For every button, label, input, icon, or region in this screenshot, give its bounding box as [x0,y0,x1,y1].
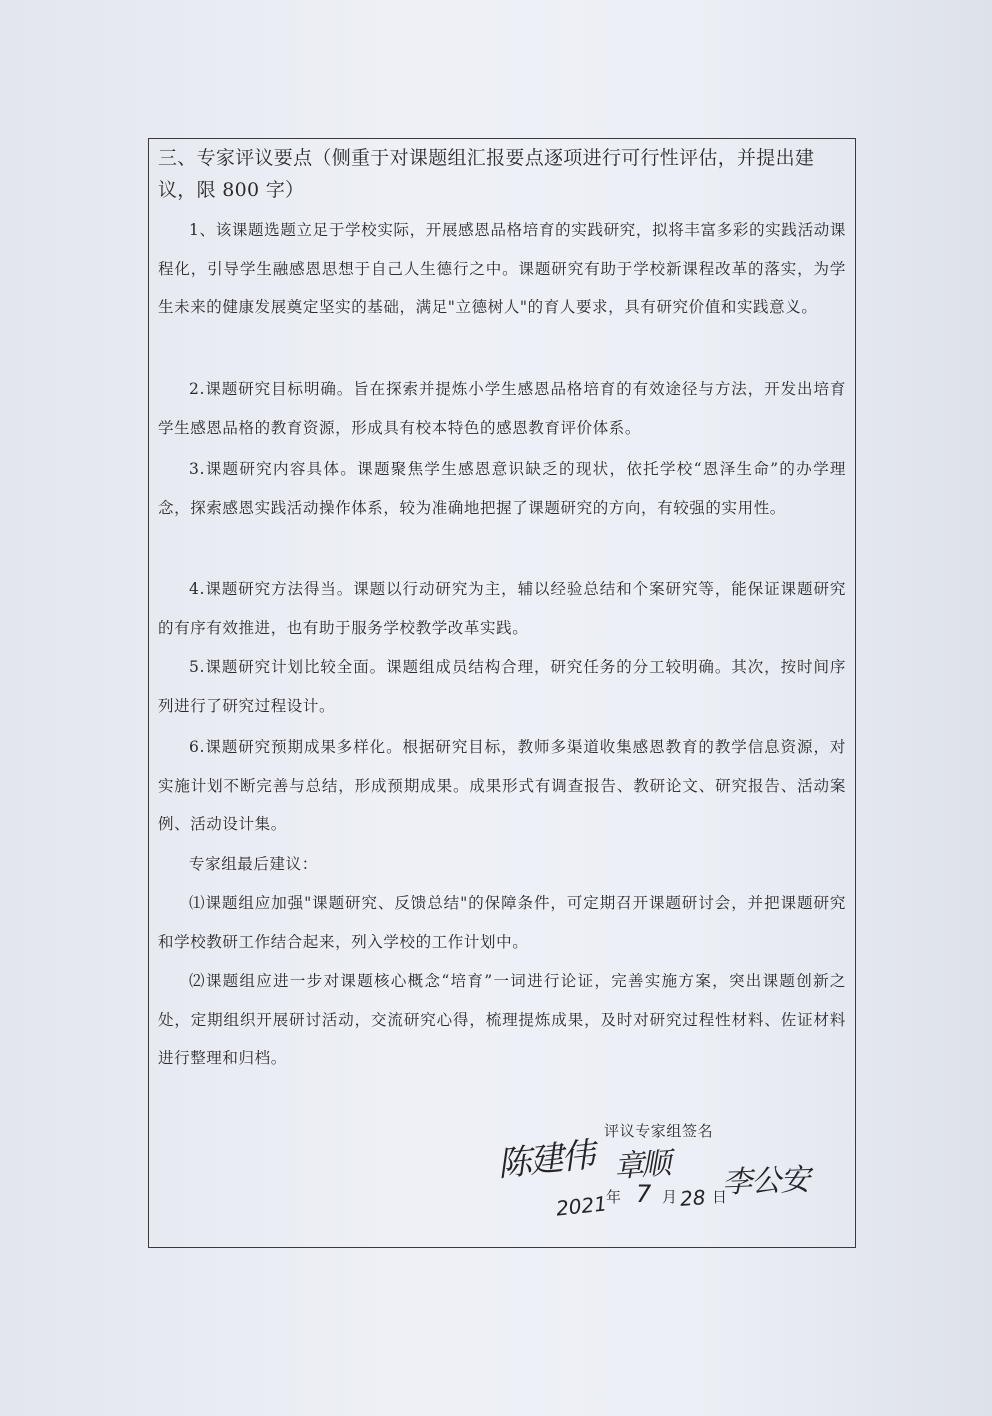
section-heading: 三、专家评议要点（侧重于对课题组汇报要点逐项进行可行性评估，并提出建议，限 800 字） [158,147,815,201]
review-point-2: 2.课题研究目标明确。旨在探索并提炼小学生感恩品格培育的有效途径与方法，开发出培育学生感恩品格的教育资源，形成具有校本特色的感恩教育评价体系。 [158,380,846,437]
date-month-unit: 月 [662,1188,678,1206]
date-month: 7 [636,1180,652,1208]
date-day-unit: 日 [712,1188,728,1206]
review-point-3: 3.课题研究内容具体。课题聚焦学生感恩意识缺乏的现状，依托学校“恩泽生命”的办学理念，探索感恩实践活动操作体系，较为准确地把握了课题研究的方向，有较强的实用性。 [158,460,846,517]
review-point-4: 4.课题研究方法得当。课题以行动研究为主，辅以经验总结和个案研究等，能保证课题研究的有序有效推进，也有助于服务学校教学改革实践。 [158,580,846,637]
review-point-6: 6.课题研究预期成果多样化。根据研究目标，教师多渠道收集感恩教育的教学信息资源，对实施计划不断完善与总结，形成预期成果。成果形式有调查报告、教研论文、研究报告、活动案例、活动设计集。 [158,738,846,833]
suggestion-2: ⑵课题组应进一步对课题核心概念“培育”一词进行论证，完善实施方案，突出课题创新之处，定期组织开展研讨活动，交流研究心得，梳理提炼成果，及时对研究过程性材料、佐证材料进行整理和归档。 [158,972,846,1067]
date-day: 28 [679,1185,707,1211]
review-point-1: 1、该课题选题立足于学校实际，开展感恩品格培育的实践研究，拟将丰富多彩的实践活动课程化，引导学生融感恩思想于自己人生德行之中。课题研究有助于学校新课程改革的落实，为学生未来的健康发展奠定坚实的基础，满足"立德树人"的育人要求，具有研究价值和实践意义。 [158,221,846,316]
signature-label: 评议专家组签名 [604,1122,714,1140]
date-year-unit: 年 [606,1188,622,1206]
signature-2: 章顺 [613,1146,670,1185]
date-year: 2021 [554,1191,609,1221]
final-suggestions-heading: 专家组最后建议： [189,855,318,873]
signature-1: 陈建伟 [495,1135,596,1185]
signature-3: 李公安 [721,1162,810,1201]
review-point-5: 5.课题研究计划比较全面。课题组成员结构合理，研究任务的分工较明确。其次，按时间序列进行了研究过程设计。 [158,658,846,715]
suggestion-1: ⑴课题组应加强"课题研究、反馈总结"的保障条件，可定期召开课题研讨会，并把课题研究和学校教研工作结合起来，列入学校的工作计划中。 [158,894,846,951]
